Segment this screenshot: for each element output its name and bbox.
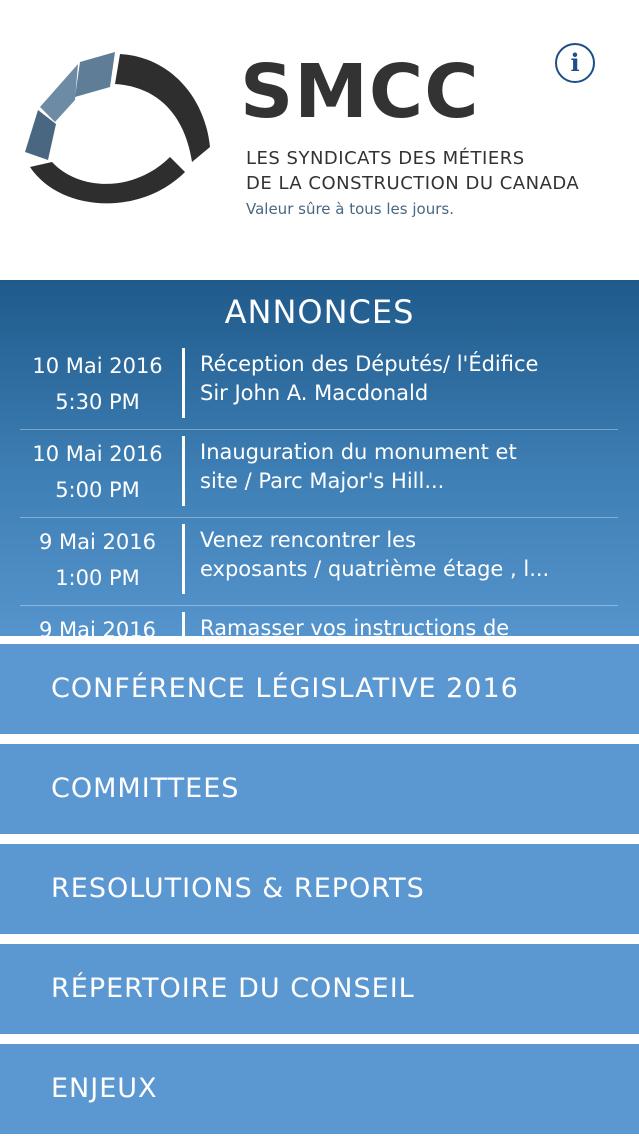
announcement-datetime <box>20 436 175 508</box>
announcement-divider <box>182 524 185 594</box>
announcement-datetime <box>20 348 175 420</box>
menu-item-resolutions-reports[interactable]: RESOLUTIONS & REPORTS <box>0 844 639 934</box>
menu-item-conference-legislative[interactable]: CONFÉRENCE LÉGISLATIVE 2016 <box>0 644 639 734</box>
announcement-time: 5:30 PM <box>55 390 140 414</box>
announcement-text: Réception des Députés/ l'Édifice Sir John A. Macdonald <box>200 352 539 405</box>
announcement-text: Ramasser vos instructions de <box>200 616 510 636</box>
announcement-date: 9 Mai 2016 <box>39 618 156 636</box>
announcement-item[interactable] <box>20 606 618 636</box>
brand-subtitle-line1: LES SYNDICATS DES MÉTIERS <box>246 148 525 169</box>
announcements-panel <box>0 280 639 636</box>
announcements-title: ANNONCES <box>224 293 415 331</box>
announcement-time: 5:00 PM <box>55 478 140 502</box>
announcements-list <box>20 342 618 636</box>
brand-tagline: Valeur sûre à tous les jours. <box>246 200 454 218</box>
menu-item-enjeux[interactable]: ENJEUX <box>0 1044 639 1134</box>
menu-item-committees[interactable]: COMMITTEES <box>0 744 639 834</box>
announcement-text: Venez rencontrer les exposants / quatrième étage , l... <box>200 528 550 581</box>
announcement-divider <box>182 436 185 506</box>
announcement-divider <box>182 612 185 636</box>
announcement-item[interactable] <box>20 430 618 518</box>
info-icon[interactable]: i <box>555 43 595 83</box>
announcement-time: 1:00 PM <box>55 566 140 590</box>
announcement-divider <box>182 348 185 418</box>
main-menu <box>0 636 639 1134</box>
announcement-date: 9 Mai 2016 <box>39 530 156 554</box>
brand-subtitle-line2: DE LA CONSTRUCTION DU CANADA <box>246 173 580 194</box>
announcement-item[interactable] <box>20 518 618 606</box>
announcement-datetime <box>20 612 175 636</box>
menu-item-repertoire-conseil[interactable]: RÉPERTOIRE DU CONSEIL <box>0 944 639 1034</box>
announcement-text: Inauguration du monument et site / Parc Major's Hill... <box>200 440 517 493</box>
header <box>0 0 639 280</box>
announcement-date: 10 Mai 2016 <box>32 442 163 466</box>
brand-name: SMCC <box>240 49 480 135</box>
smcc-logo-icon <box>20 52 220 212</box>
announcement-date: 10 Mai 2016 <box>32 354 163 378</box>
announcement-datetime <box>20 524 175 596</box>
announcement-item[interactable] <box>20 342 618 430</box>
